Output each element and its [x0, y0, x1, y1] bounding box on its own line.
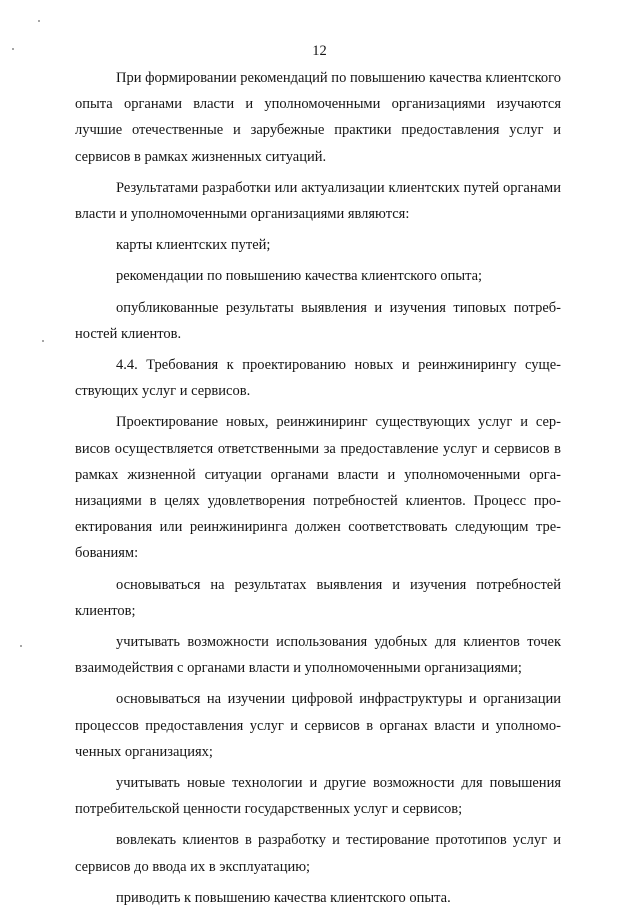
list-item: вовлекать клиентов в разработку и тестирование прототипов услуг и сервисов до ввода их в эксплуатацию;	[75, 832, 561, 875]
list-item: основываться на изучении цифровой инфраструктуры и организации процессов предоставления услуг и сервисов в органах власти и уполномоченных организациях;	[75, 691, 561, 760]
body-text	[75, 65, 561, 911]
scan-speck	[20, 645, 22, 647]
scan-speck	[38, 20, 40, 22]
page-number: 12	[312, 43, 327, 59]
list-item: рекомендации по повышению качества клиентского опыта;	[116, 268, 483, 285]
paragraph: Проектирование новых, реинжиниринг существующих услуг и сервисов осуществляется ответственными за предоставление услуг и сервисов в рамках жизненной ситуации органами власти и уполномоченными организациями в целях удовлетворения потребностей клиентов. Процесс проектирования или реинжиниринга должен соответствовать следующим требованиям:	[75, 414, 561, 562]
paragraph: Результатами разработки или актуализации клиентских путей органами власти и уполномоченными организациями являются:	[75, 179, 561, 223]
list-item: приводить к повышению качества клиентского опыта.	[116, 889, 451, 906]
list-item: учитывать новые технологии и другие возможности для повышения потребительской ценности государственных услуг и сервисов;	[75, 775, 561, 818]
list-item: учитывать возможности использования удобных для клиентов точек взаимодействия с органами власти и уполномоченными организациями;	[75, 634, 561, 677]
scan-speck	[42, 340, 44, 342]
list-item: основываться на результатах выявления и изучения потребностей клиентов;	[75, 576, 561, 619]
list-item: карты клиентских путей;	[116, 237, 271, 254]
paragraph: При формировании рекомендаций по повышению качества клиентского опыта органами власти и уполномоченными организациями изучаются лучшие отечественные и зарубежные практики предоставления услуг и сервисов в рамках жизненных ситуаций.	[75, 70, 561, 165]
section-heading: 4.4. Требования к проектированию новых и реинжинирингу существующих услуг и сервисов.	[75, 357, 561, 400]
list-item: опубликованные результаты выявления и изучения типовых потребностей клиентов.	[75, 299, 561, 342]
